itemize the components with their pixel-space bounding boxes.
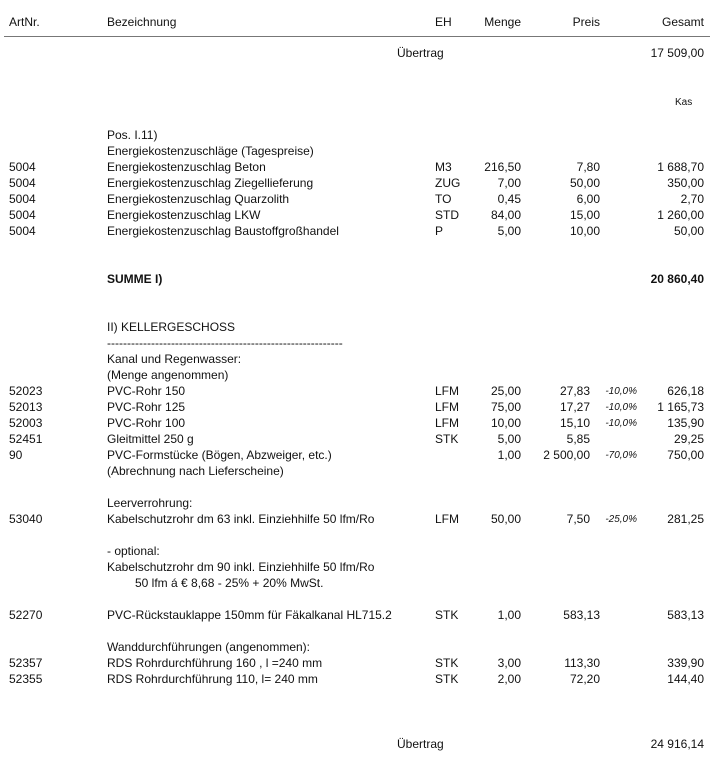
row-menge: 5,00 <box>497 224 521 238</box>
row-gesamt: 1 688,70 <box>657 160 704 174</box>
row-preis: 50,00 <box>569 176 600 190</box>
row-desc: PVC-Rohr 150 <box>107 384 186 398</box>
row-gesamt: 135,90 <box>667 416 704 430</box>
row-eh: LFM <box>435 512 459 526</box>
row-artnr: 52451 <box>9 432 43 446</box>
row-desc: Energiekostenzuschlag Beton <box>107 160 266 174</box>
summe-label: SUMME I) <box>107 272 163 286</box>
row-preis: 15,10 <box>559 416 590 430</box>
table-row <box>0 432 714 447</box>
row-rabatt: -70,0% <box>605 450 637 461</box>
row-eh: LFM <box>435 416 459 430</box>
table-row <box>0 448 714 463</box>
row-preis: 113,30 <box>564 656 600 670</box>
row-gesamt: 339,90 <box>667 656 704 670</box>
row-desc: Energiekostenzuschlag Baustoffgroßhandel <box>107 224 339 238</box>
section1-pos-label: Pos. I.11) <box>107 128 158 142</box>
row-desc: Energiekostenzuschlag Quarzolith <box>107 192 290 206</box>
row-desc: Gleitmittel 250 g <box>107 432 194 446</box>
row-desc: PVC-Formstücke (Bögen, Abzweiger, etc.) <box>107 448 332 462</box>
row-desc: Energiekostenzuschlag Ziegellieferung <box>107 176 314 190</box>
menge-note <box>0 368 714 383</box>
summe-row <box>0 272 714 287</box>
row-preis: 15,00 <box>569 208 600 222</box>
table-row <box>0 512 714 527</box>
row-artnr: 52270 <box>9 608 43 622</box>
uebertrag-label: Übertrag <box>397 46 444 60</box>
row-artnr: 5004 <box>9 208 36 222</box>
row-artnr: 52357 <box>9 656 43 670</box>
section2-divider <box>0 336 714 351</box>
row-artnr: 5004 <box>9 224 36 238</box>
table-row <box>0 192 714 207</box>
row-preis: 7,80 <box>576 160 600 174</box>
optional-line1 <box>0 560 714 575</box>
row-eh: LFM <box>435 400 459 414</box>
row-desc: Kabelschutzrohr dm 63 inkl. Einziehhilfe 50 lfm/Ro <box>107 512 375 526</box>
uebertrag-bottom-label: Übertrag <box>397 737 444 751</box>
section1-pos <box>0 128 714 143</box>
row-desc: Energiekostenzuschlag LKW <box>107 208 261 222</box>
row-gesamt: 144,40 <box>667 672 704 686</box>
row-gesamt: 583,13 <box>667 608 704 622</box>
row-menge: 5,00 <box>497 432 521 446</box>
header-menge: Menge <box>484 15 521 29</box>
table-row <box>0 416 714 431</box>
kas-note: Kas <box>675 97 693 108</box>
row-gesamt: 626,18 <box>667 384 704 398</box>
row-preis: 7,50 <box>566 512 590 526</box>
table-header <box>0 0 714 36</box>
section1-title <box>0 144 714 159</box>
row-menge: 3,00 <box>497 656 521 670</box>
row-eh: ZUG <box>435 176 461 190</box>
uebertrag-top-row <box>0 46 714 61</box>
row-menge: 0,45 <box>497 192 521 206</box>
row-preis: 5,85 <box>566 432 590 446</box>
row-menge: 216,50 <box>484 160 521 174</box>
row-artnr: 90 <box>9 448 23 462</box>
table-row <box>0 176 714 191</box>
header-bezeichnung: Bezeichnung <box>107 15 177 29</box>
header-gesamt: Gesamt <box>661 15 704 29</box>
table-row <box>0 672 714 687</box>
optional-label: - optional: <box>107 544 160 558</box>
optional-label-row <box>0 544 714 559</box>
row-eh: STK <box>435 672 459 686</box>
row-gesamt: 2,70 <box>680 192 704 206</box>
section1-title-label: Energiekostenzuschläge (Tagespreise) <box>107 144 314 158</box>
header-preis: Preis <box>572 15 600 29</box>
row-eh: M3 <box>435 160 452 174</box>
row-desc: PVC-Rohr 100 <box>107 416 186 430</box>
row-desc: RDS Rohrdurchführung 110, l= 240 mm <box>107 672 318 686</box>
optional-line2 <box>0 576 714 591</box>
row-preis: 27,83 <box>559 384 590 398</box>
section2-title-label: II) KELLERGESCHOSS <box>107 320 236 334</box>
row-menge: 10,00 <box>490 416 521 430</box>
row-eh: LFM <box>435 384 459 398</box>
row-preis: 17,27 <box>559 400 590 414</box>
table-row <box>0 384 714 399</box>
row-rabatt: -10,0% <box>605 386 637 397</box>
row-preis: 583,13 <box>563 608 600 622</box>
row-artnr: 52023 <box>9 384 43 398</box>
row-gesamt: 350,00 <box>667 176 704 190</box>
table-row <box>0 224 714 239</box>
row-preis: 10,00 <box>569 224 600 238</box>
row-eh: TO <box>435 192 452 206</box>
row-gesamt: 281,25 <box>667 512 704 526</box>
kanal-label: Kanal und Regenwasser: <box>107 352 242 366</box>
row-menge: 75,00 <box>490 400 521 414</box>
row-artnr: 5004 <box>9 192 36 206</box>
optional-line2-label: 50 lfm á € 8,68 - 25% + 20% MwSt. <box>135 576 324 590</box>
wand-title <box>0 640 714 655</box>
row-gesamt: 29,25 <box>673 432 704 446</box>
row-preis: 6,00 <box>576 192 600 206</box>
table-row <box>0 208 714 223</box>
header-artnr: ArtNr. <box>9 15 40 29</box>
summe-value: 20 860,40 <box>650 272 704 286</box>
row-menge: 7,00 <box>497 176 521 190</box>
row-eh: STK <box>435 608 459 622</box>
row-desc: RDS Rohrdurchführung 160 , l =240 mm <box>107 656 323 670</box>
row-menge: 1,00 <box>497 608 521 622</box>
row-gesamt: 1 260,00 <box>657 208 704 222</box>
row-menge: 50,00 <box>490 512 521 526</box>
row-gesamt: 750,00 <box>667 448 704 462</box>
row-artnr: 52013 <box>9 400 43 414</box>
abrechnung-label: (Abrechnung nach Lieferscheine) <box>107 464 284 478</box>
row-menge: 2,00 <box>497 672 521 686</box>
row-preis: 2 500,00 <box>543 448 590 462</box>
header-eh: EH <box>435 15 452 29</box>
row-eh: STK <box>435 656 459 670</box>
section2-divider-label: ----------------------------------------------------------- <box>107 336 343 350</box>
row-rabatt: -25,0% <box>605 514 637 525</box>
row-rabatt: -10,0% <box>605 402 637 413</box>
table-row <box>0 608 714 623</box>
uebertrag-bottom-row <box>0 737 714 752</box>
abrechnung-note <box>0 464 714 479</box>
row-menge: 25,00 <box>490 384 521 398</box>
table-row <box>0 656 714 671</box>
row-gesamt: 50,00 <box>673 224 704 238</box>
row-artnr: 5004 <box>9 160 36 174</box>
row-preis: 72,20 <box>569 672 600 686</box>
leer-title-label: Leerverrohrung: <box>107 496 193 510</box>
leer-title <box>0 496 714 511</box>
row-artnr: 5004 <box>9 176 36 190</box>
row-eh: STK <box>435 432 459 446</box>
menge-note-label: (Menge angenommen) <box>107 368 229 382</box>
row-artnr: 53040 <box>9 512 43 526</box>
optional-line1-label: Kabelschutzrohr dm 90 inkl. Einziehhilfe 50 lfm/Ro <box>107 560 375 574</box>
kanal-title <box>0 352 714 367</box>
row-menge: 1,00 <box>497 448 521 462</box>
uebertrag-value: 17 509,00 <box>650 46 704 60</box>
wand-title-label: Wanddurchführungen (angenommen): <box>107 640 311 654</box>
row-artnr: 52355 <box>9 672 43 686</box>
row-desc: PVC-Rückstauklappe 150mm für Fäkalkanal HL715.2 <box>107 608 392 622</box>
table-row <box>0 400 714 415</box>
row-eh: P <box>435 224 444 238</box>
row-gesamt: 1 165,73 <box>657 400 704 414</box>
row-artnr: 52003 <box>9 416 43 430</box>
header-divider <box>4 36 710 37</box>
uebertrag-bottom-value: 24 916,14 <box>650 737 704 751</box>
row-eh: STD <box>435 208 459 222</box>
table-row <box>0 160 714 175</box>
row-desc: PVC-Rohr 125 <box>107 400 186 414</box>
row-rabatt: -10,0% <box>605 418 637 429</box>
section2-title <box>0 320 714 335</box>
row-menge: 84,00 <box>490 208 521 222</box>
